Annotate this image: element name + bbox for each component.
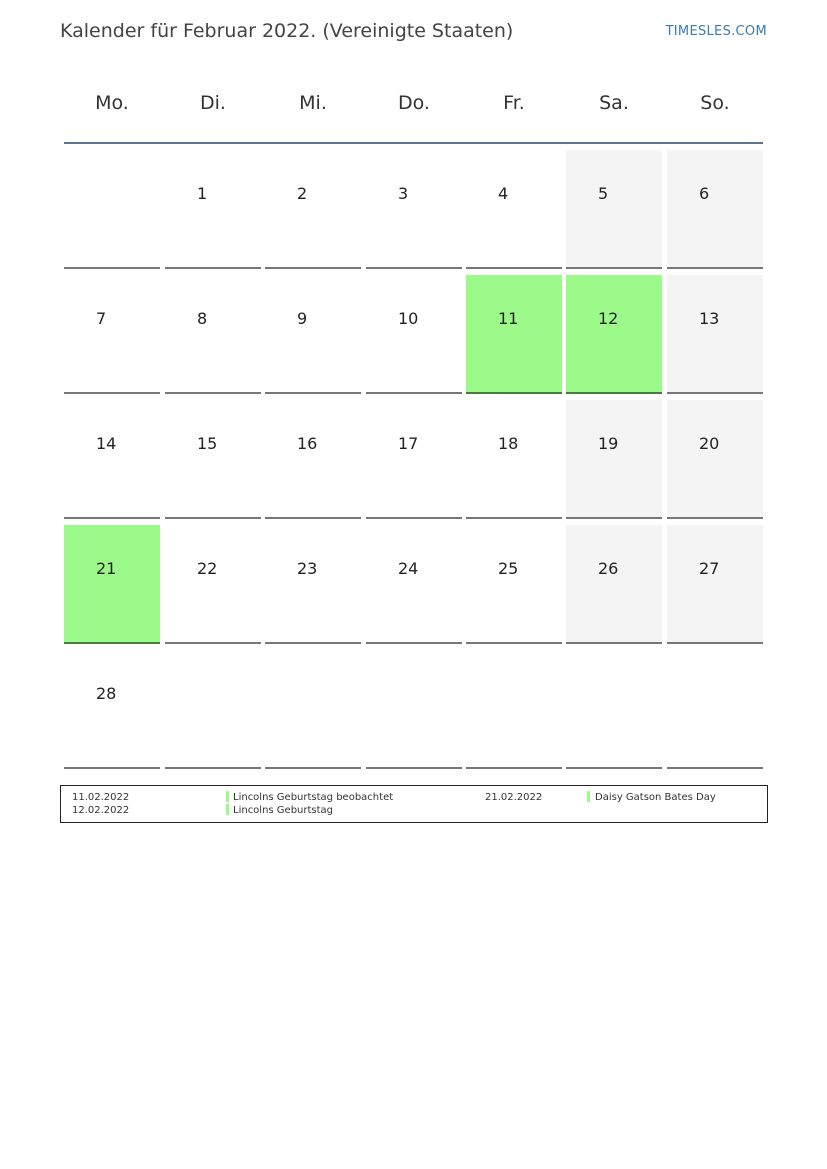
day-number: 7 xyxy=(96,309,107,328)
legend-color-marker xyxy=(587,791,590,802)
day-cell[interactable] xyxy=(366,525,462,644)
empty-cell xyxy=(667,650,763,769)
legend-holiday-name: Daisy Gatson Bates Day xyxy=(595,792,716,803)
day-number: 6 xyxy=(699,184,710,203)
day-cell[interactable] xyxy=(667,525,763,644)
day-number: 19 xyxy=(598,434,619,453)
empty-cell xyxy=(165,650,261,769)
day-number: 5 xyxy=(598,184,609,203)
day-number: 8 xyxy=(197,309,208,328)
weekday-label: Mi. xyxy=(299,92,327,114)
day-cell[interactable] xyxy=(667,275,763,394)
day-cell[interactable] xyxy=(566,150,662,269)
day-number: 4 xyxy=(498,184,509,203)
weekday-label: Do. xyxy=(398,92,430,114)
empty-cell xyxy=(265,650,361,769)
day-number: 12 xyxy=(598,309,619,328)
legend-date: 11.02.2022 xyxy=(72,792,130,803)
day-number: 18 xyxy=(498,434,519,453)
day-cell[interactable] xyxy=(366,275,462,394)
day-number: 3 xyxy=(398,184,409,203)
day-cell[interactable] xyxy=(265,275,361,394)
day-number: 27 xyxy=(699,559,720,578)
day-cell[interactable] xyxy=(165,150,261,269)
day-number: 14 xyxy=(96,434,117,453)
legend-date: 21.02.2022 xyxy=(485,792,543,803)
day-number: 28 xyxy=(96,684,117,703)
weekday-label: Mo. xyxy=(95,92,129,114)
day-number: 17 xyxy=(398,434,419,453)
day-cell[interactable] xyxy=(265,400,361,519)
empty-cell xyxy=(566,650,662,769)
empty-cell xyxy=(64,150,160,269)
day-cell[interactable] xyxy=(265,525,361,644)
day-number: 25 xyxy=(498,559,519,578)
day-cell[interactable] xyxy=(566,525,662,644)
empty-cell xyxy=(466,650,562,769)
day-cell[interactable] xyxy=(265,150,361,269)
day-number: 26 xyxy=(598,559,619,578)
header-divider xyxy=(64,142,763,144)
day-cell[interactable] xyxy=(667,400,763,519)
day-cell[interactable] xyxy=(566,275,662,394)
day-cell[interactable] xyxy=(165,400,261,519)
day-cell[interactable] xyxy=(566,400,662,519)
day-cell[interactable] xyxy=(64,275,160,394)
day-number: 2 xyxy=(297,184,308,203)
day-cell[interactable] xyxy=(466,525,562,644)
empty-cell xyxy=(366,650,462,769)
day-cell[interactable] xyxy=(165,275,261,394)
day-number: 1 xyxy=(197,184,208,203)
weekday-label: Di. xyxy=(200,92,226,114)
site-link[interactable]: TIMESLES.COM xyxy=(665,24,767,39)
day-cell[interactable] xyxy=(366,400,462,519)
day-number: 9 xyxy=(297,309,308,328)
day-cell[interactable] xyxy=(667,150,763,269)
legend-color-marker xyxy=(226,791,229,802)
day-number: 13 xyxy=(699,309,720,328)
day-number: 23 xyxy=(297,559,318,578)
day-number: 16 xyxy=(297,434,318,453)
holiday-legend xyxy=(60,785,768,823)
day-cell[interactable] xyxy=(366,150,462,269)
day-cell[interactable] xyxy=(64,525,160,644)
legend-holiday-name: Lincolns Geburtstag xyxy=(233,805,334,816)
day-cell[interactable] xyxy=(466,400,562,519)
day-number: 24 xyxy=(398,559,419,578)
day-number: 11 xyxy=(498,309,519,328)
day-number: 22 xyxy=(197,559,218,578)
day-cell[interactable] xyxy=(165,525,261,644)
weekday-label: Sa. xyxy=(599,92,629,114)
day-cell[interactable] xyxy=(64,400,160,519)
page-title: Kalender für Februar 2022. (Vereinigte Staaten) xyxy=(60,20,514,42)
day-cell[interactable] xyxy=(64,650,160,769)
day-number: 20 xyxy=(699,434,720,453)
day-number: 15 xyxy=(197,434,218,453)
day-cell[interactable] xyxy=(466,275,562,394)
weekday-label: Fr. xyxy=(503,92,525,114)
day-cell[interactable] xyxy=(466,150,562,269)
legend-date: 12.02.2022 xyxy=(72,805,130,816)
legend-holiday-name: Lincolns Geburtstag beobachtet xyxy=(233,792,394,803)
weekday-label: So. xyxy=(700,92,730,114)
legend-color-marker xyxy=(226,804,229,815)
day-number: 10 xyxy=(398,309,419,328)
day-number: 21 xyxy=(96,559,117,578)
